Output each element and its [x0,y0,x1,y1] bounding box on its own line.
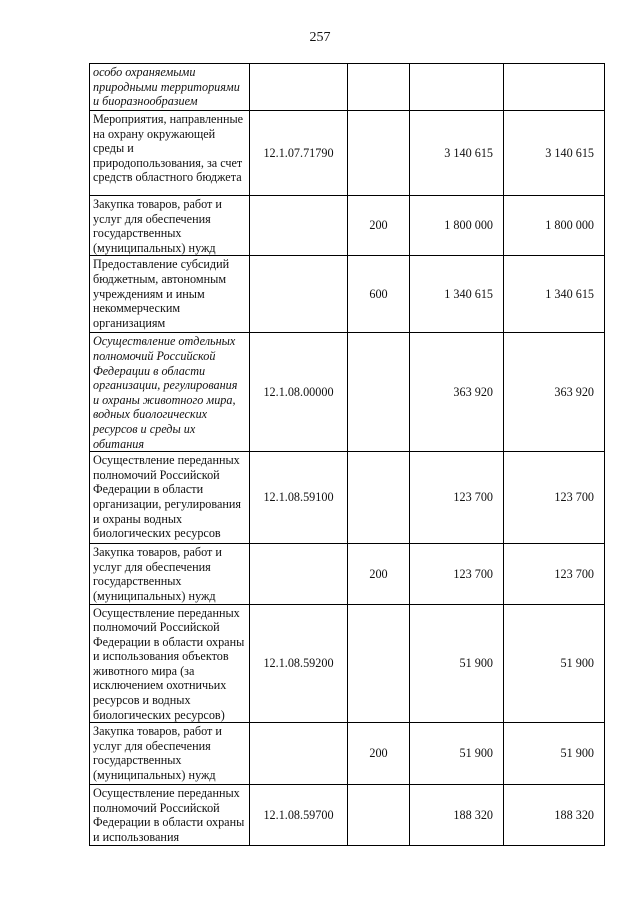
budget-table [89,63,605,846]
target-code [250,723,348,785]
expense-type [348,452,410,544]
amount-year-1: 123 700 [410,544,504,604]
target-code: 12.1.08.59100 [250,452,348,544]
expense-type: 200 [348,544,410,604]
expense-type [348,111,410,196]
target-code [250,196,348,256]
table-row [90,604,605,723]
budget-table-body [90,64,605,846]
expense-type: 600 [348,256,410,333]
amount-year-1: 363 920 [410,333,504,452]
table-row [90,64,605,111]
table-row [90,785,605,845]
target-code: 12.1.08.59700 [250,785,348,845]
amount-year-1: 1 800 000 [410,196,504,256]
amount-year-1: 188 320 [410,785,504,845]
expense-type [348,785,410,845]
item-name: Мероприятия, направленные на охрану окружающей среды и природопользования, за счет средств областного бюджета [90,111,250,196]
amount-year-1: 3 140 615 [410,111,504,196]
item-name: Осуществление отдельных полномочий Российской Федерации в области организации, регулирования и охраны животного мира, водных биологических ресурсов и среды их обитания [90,333,250,452]
table-row [90,723,605,785]
amount-year-2: 363 920 [504,333,605,452]
amount-year-1: 51 900 [410,723,504,785]
table-row [90,196,605,256]
item-name: Осуществление переданных полномочий Российской Федерации в области охраны и использования [90,785,250,845]
target-code: 12.1.08.00000 [250,333,348,452]
amount-year-2: 3 140 615 [504,111,605,196]
amount-year-2: 123 700 [504,544,605,604]
amount-year-2: 51 900 [504,723,605,785]
expense-type [348,604,410,723]
item-name: Закупка товаров, работ и услуг для обеспечения государственных (муниципальных) нужд [90,196,250,256]
table-row [90,256,605,333]
item-name: Осуществление переданных полномочий Российской Федерации в области охраны и использования объектов животного мира (за исключением охотничьих ресурсов и водных биологических ресурсов) [90,604,250,723]
amount-year-2: 51 900 [504,604,605,723]
item-name: Закупка товаров, работ и услуг для обеспечения государственных (муниципальных) нужд [90,544,250,604]
target-code: 12.1.08.59200 [250,604,348,723]
expense-type: 200 [348,196,410,256]
table-row [90,452,605,544]
amount-year-1 [410,64,504,111]
expense-type [348,64,410,111]
amount-year-2: 1 340 615 [504,256,605,333]
item-name: особо охраняемыми природными территориями и биоразнообразием [90,64,250,111]
amount-year-2: 1 800 000 [504,196,605,256]
amount-year-2: 123 700 [504,452,605,544]
target-code [250,64,348,111]
amount-year-1: 1 340 615 [410,256,504,333]
target-code: 12.1.07.71790 [250,111,348,196]
amount-year-1: 51 900 [410,604,504,723]
page-number: 257 [309,30,331,45]
table-row [90,544,605,604]
item-name: Предоставление субсидий бюджетным, автономным учреждениям и иным некоммерческим организациям [90,256,250,333]
amount-year-2 [504,64,605,111]
expense-type [348,333,410,452]
target-code [250,256,348,333]
amount-year-1: 123 700 [410,452,504,544]
item-name: Осуществление переданных полномочий Российской Федерации в области организации, регулирования и охраны водных биологических ресурсов [90,452,250,544]
target-code [250,544,348,604]
amount-year-2: 188 320 [504,785,605,845]
table-row [90,111,605,196]
item-name: Закупка товаров, работ и услуг для обеспечения государственных (муниципальных) нужд [90,723,250,785]
expense-type: 200 [348,723,410,785]
table-row [90,333,605,452]
